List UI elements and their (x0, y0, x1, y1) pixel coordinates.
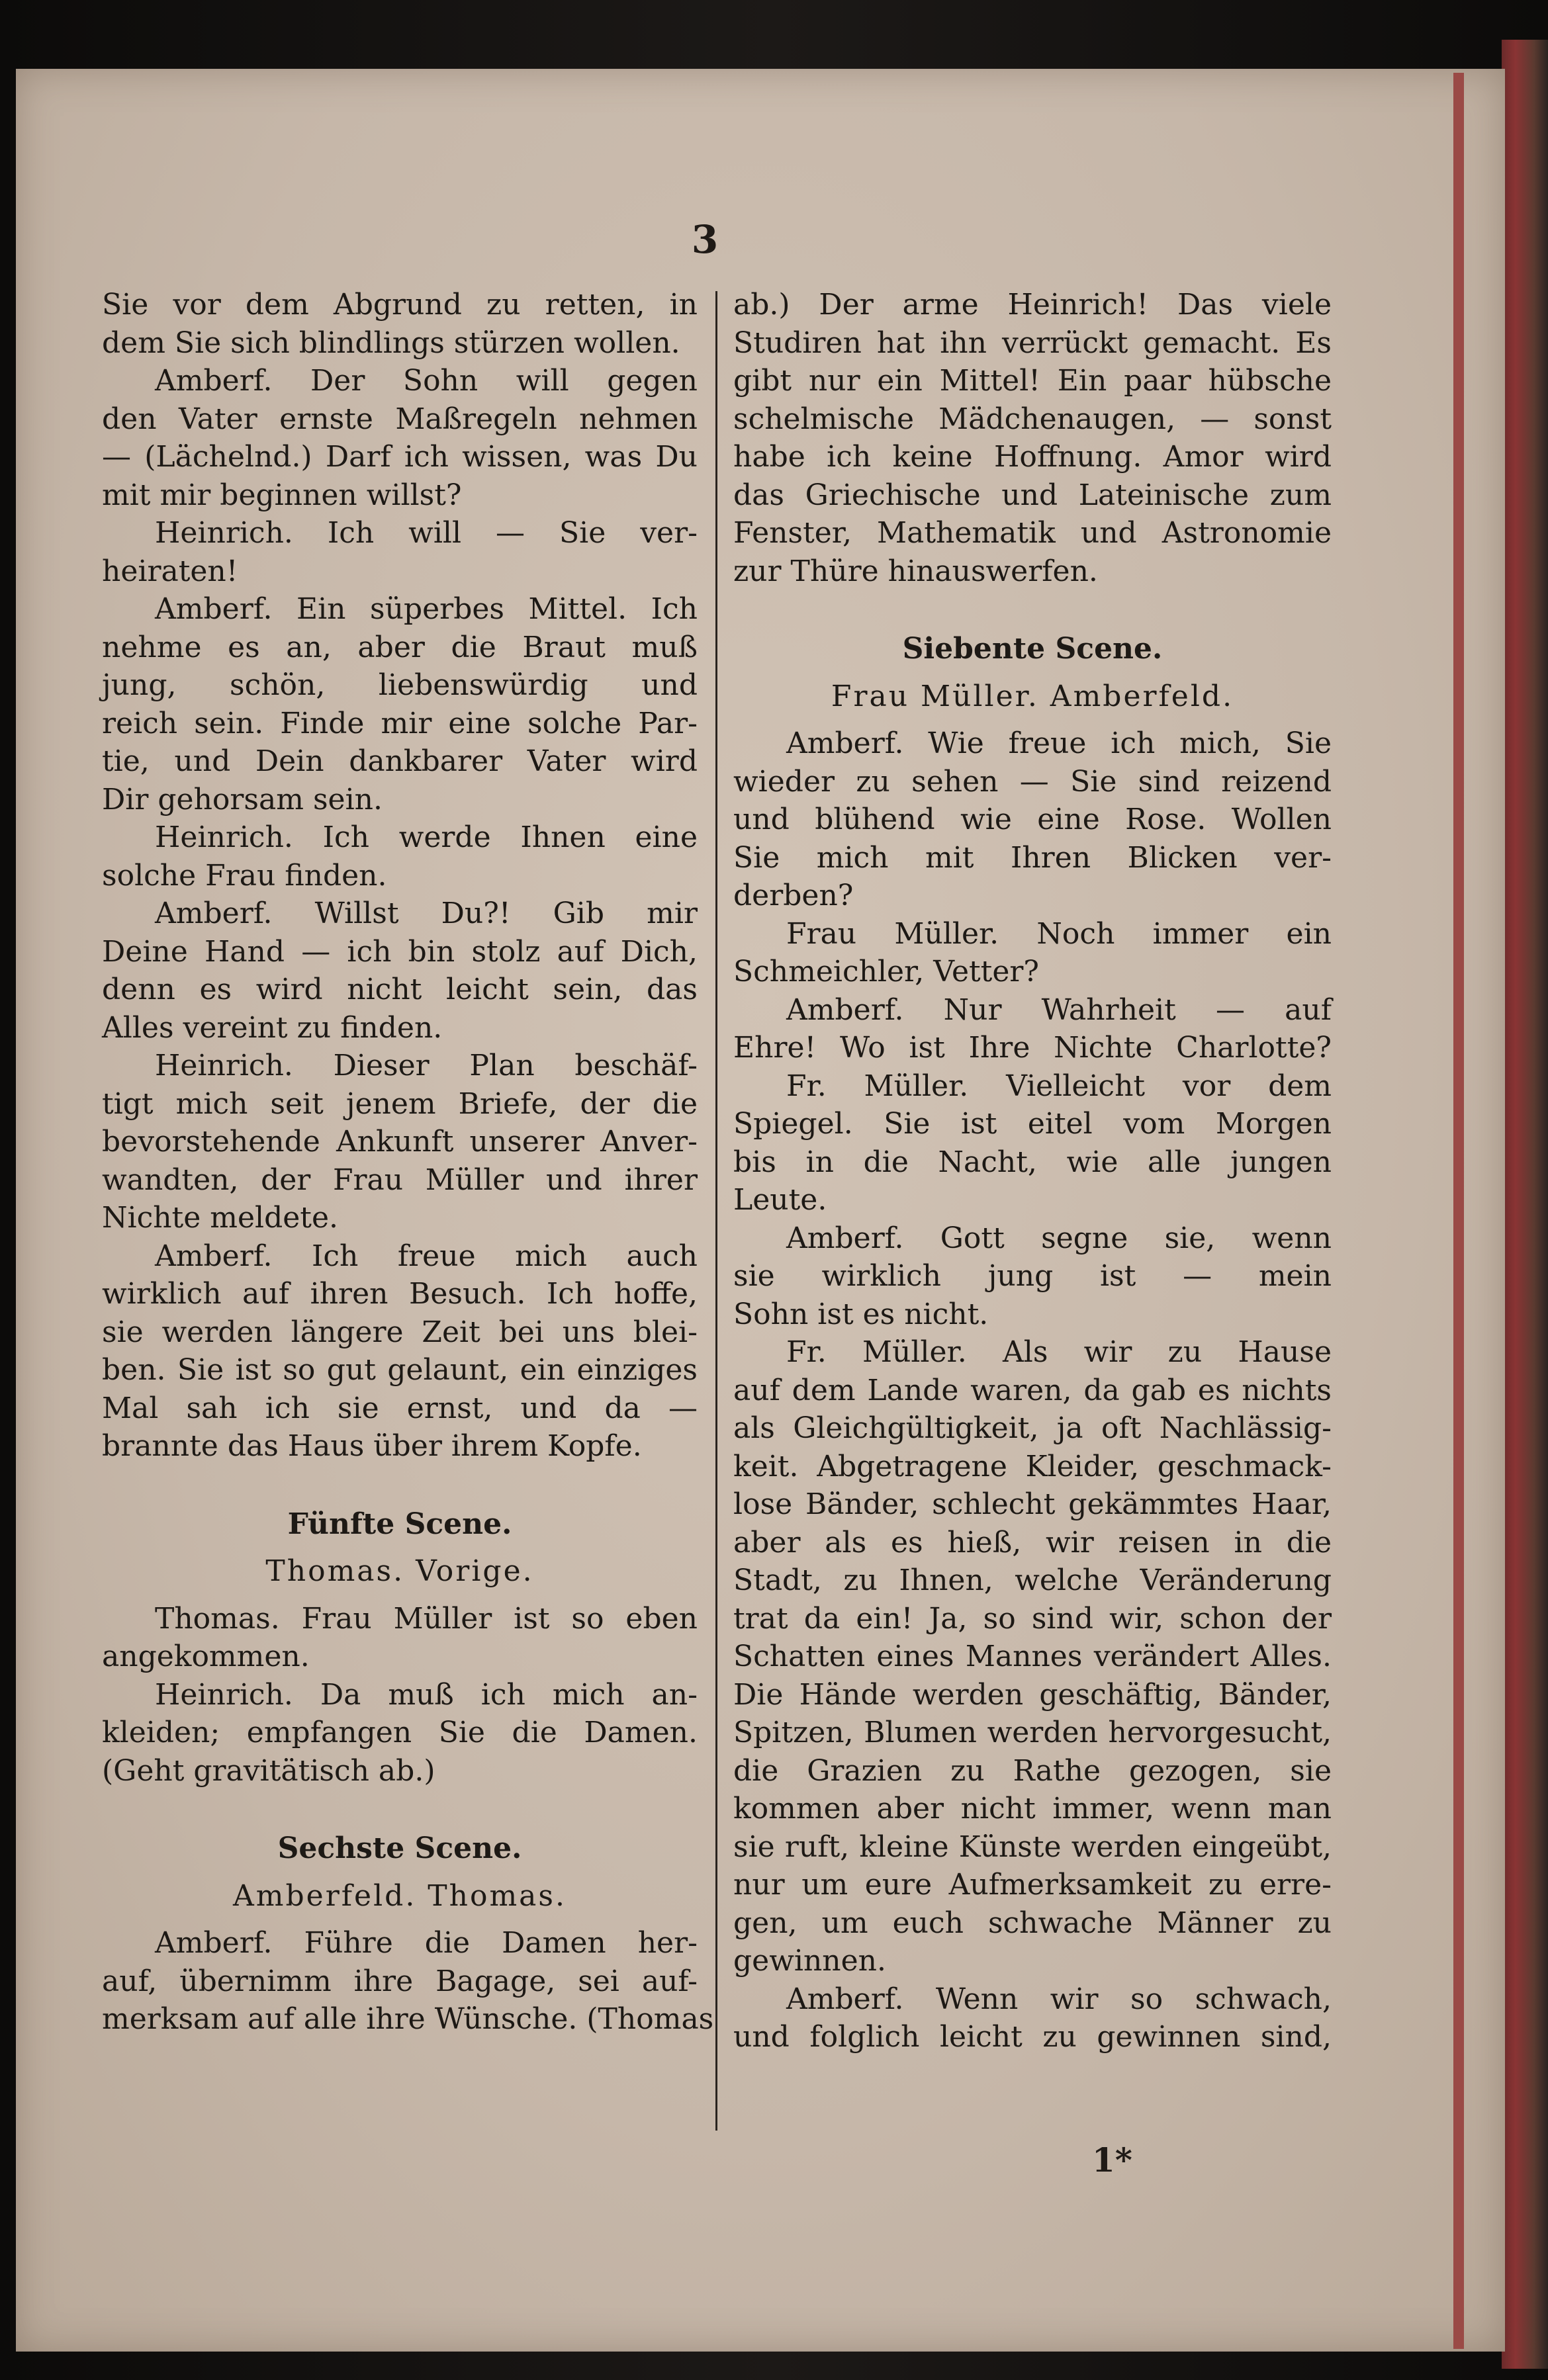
text-line: gen, um euch schwache Männer zu (733, 1906, 1332, 1940)
scene-heading: Fünfte Scene. (287, 1507, 512, 1541)
text-line: die Grazien zu Rathe gezogen, sie (733, 1753, 1332, 1788)
text-line: Leute. (733, 1183, 827, 1217)
text-line: brannte das Haus über ihrem Kopfe. (102, 1429, 642, 1463)
scene-persons: Amberfeld. Thomas. (233, 1878, 567, 1913)
scene-heading: Sechste Scene. (277, 1831, 522, 1865)
text-line: wandten, der Frau Müller und ihrer (102, 1163, 698, 1197)
text-line: Heinrich. Dieser Plan beschäf- (155, 1049, 698, 1082)
text-line: Stadt, zu Ihnen, welche Veränderung (733, 1564, 1332, 1597)
text-line: den Vater ernste Maßregeln nehmen (102, 402, 698, 436)
text-line: Sie vor dem Abgrund zu retten, in (102, 288, 698, 322)
text-line: Sohn ist es nicht. (733, 1297, 989, 1331)
left-lines-block (102, 286, 698, 1466)
text-line: aber als es hieß, wir reisen in die (733, 1525, 1332, 1560)
text-line: Fr. Müller. Vielleicht vor dem (786, 1069, 1332, 1103)
text-line: trat da ein! Ja, so sind wir, schon der (733, 1601, 1332, 1636)
text-line: (Geht gravitätisch ab.) (102, 1753, 435, 1788)
text-line: habe ich keine Hoffnung. Amor wird (733, 440, 1332, 474)
text-line: zur Thüre hinauswerfen. (733, 554, 1098, 588)
text-line: keit. Abgetragene Kleider, geschmack- (733, 1449, 1332, 1483)
text-line: mit mir beginnen willst? (102, 478, 462, 512)
text-line: sie ruft, kleine Künste werden eingeübt, (733, 1829, 1332, 1864)
text-line: dem Sie sich blindlings stürzen wollen. (102, 326, 680, 360)
text-line: — (Lächelnd.) Darf ich wissen, was Du (102, 440, 698, 474)
text-line: schelmische Mädchenaugen, — sonst (733, 402, 1332, 436)
text-line: derben? (733, 879, 854, 912)
text-line: Amberf. Gott segne sie, wenn (786, 1221, 1332, 1255)
text-line: Heinrich. Da muß ich mich an- (155, 1677, 698, 1712)
text-line: nehme es an, aber die Braut muß (102, 630, 698, 664)
text-line: tie, und Dein dankbarer Vater wird (102, 744, 698, 778)
text-line: auf, übernimm ihre Bagage, sei auf- (102, 1964, 698, 1998)
scene-persons: Thomas. Vorige. (265, 1554, 534, 1588)
text-line: auf dem Lande waren, da gab es nichts (733, 1373, 1332, 1407)
text-line: Schatten eines Mannes verändert Alles. (733, 1640, 1332, 1673)
scene-persons: Frau Müller. Amberfeld. (831, 679, 1234, 713)
text-line: wirklich auf ihren Besuch. Ich hoffe, (102, 1277, 698, 1311)
text-line: tigt mich seit jenem Briefe, der die (102, 1086, 698, 1121)
text-line: ben. Sie ist so gut gelaunt, ein einziges (102, 1353, 698, 1387)
text-line: nur um eure Aufmerksamkeit zu erre- (733, 1868, 1332, 1902)
text-line: reich sein. Finde mir eine solche Par- (102, 706, 698, 740)
text-line: denn es wird nicht leicht sein, das (102, 973, 698, 1006)
text-line: Alles vereint zu finden. (102, 1010, 443, 1045)
book-board-edge (1502, 40, 1548, 2369)
text-line: und folglich leicht zu gewinnen sind, (733, 2020, 1332, 2054)
text-line: jung, schön, liebenswürdig und (102, 668, 698, 702)
text-line: Schmeichler, Vetter? (733, 955, 1040, 989)
text-line: heiraten! (102, 554, 238, 588)
text-line: Spitzen, Blumen werden hervorgesucht, (733, 1716, 1332, 1749)
text-line: angekommen. (102, 1640, 310, 1673)
text-line: Spiegel. Sie ist eitel vom Morgen (733, 1107, 1332, 1141)
signature-mark: 1* (1092, 2140, 1132, 2180)
right-lines-block (733, 286, 1332, 590)
text-line: Fr. Müller. Als wir zu Hause (786, 1335, 1332, 1369)
text-line: sie wirklich jung ist — mein (733, 1259, 1332, 1293)
text-line: bevorstehende Ankunft unserer Anver- (102, 1125, 698, 1159)
left-lines-block (102, 1600, 698, 1790)
page-number: 3 (691, 217, 719, 262)
text-line: Amberf. Ein süperbes Mittel. Ich (155, 592, 698, 626)
page-edge (1453, 73, 1464, 2349)
left-lines-block (102, 1924, 714, 2039)
text-line: das Griechische und Lateinische zum (733, 478, 1332, 512)
text-line: solche Frau finden. (102, 858, 387, 893)
left-text-column (102, 286, 714, 2039)
text-line: Mal sah ich sie ernst, und da — (102, 1391, 698, 1425)
text-line: als Gleichgültigkeit, ja oft Nachlässig- (733, 1411, 1332, 1445)
text-line: Amberf. Nur Wahrheit — auf (786, 992, 1332, 1027)
right-lines-block (733, 725, 1332, 2056)
column-divider (715, 291, 717, 2131)
text-line: Frau Müller. Noch immer ein (786, 916, 1332, 951)
text-line: Amberf. Wie freue ich mich, Sie (786, 727, 1332, 760)
text-line: kommen aber nicht immer, wenn man (733, 1792, 1332, 1826)
text-line: Amberf. Der Sohn will gegen (155, 364, 698, 398)
text-line: Die Hände werden geschäftig, Bänder, (733, 1677, 1332, 1712)
text-line: merksam auf alle ihre Wünsche. (Thomas (102, 2002, 714, 2036)
text-line: Dir gehorsam sein. (102, 782, 383, 816)
text-line: Deine Hand — ich bin stolz auf Dich, (102, 934, 698, 969)
text-line: Ehre! Wo ist Ihre Nichte Charlotte? (733, 1031, 1332, 1065)
text-line: Amberf. Ich freue mich auch (155, 1239, 698, 1273)
text-line: Heinrich. Ich werde Ihnen eine (155, 820, 698, 854)
text-line: ab.) Der arme Heinrich! Das viele (733, 288, 1332, 322)
right-text-column (733, 286, 1332, 2056)
text-line: gewinnen. (733, 1944, 886, 1978)
text-line: Amberf. Wenn wir so schwach, (786, 1982, 1332, 2016)
text-line: bis in die Nacht, wie alle jungen (733, 1145, 1332, 1179)
text-line: Amberf. Willst Du?! Gib mir (155, 897, 698, 930)
text-line: Heinrich. Ich will — Sie ver- (155, 516, 698, 550)
text-line: Thomas. Frau Müller ist so eben (155, 1601, 698, 1636)
scene-heading: Siebente Scene. (902, 632, 1163, 666)
text-line: gibt nur ein Mittel! Ein paar hübsche (733, 364, 1332, 398)
text-line: sie werden längere Zeit bei uns blei- (102, 1315, 698, 1349)
text-line: Fenster, Mathematik und Astronomie (733, 516, 1332, 550)
text-line: Studiren hat ihn verrückt gemacht. Es (733, 326, 1332, 360)
text-line: Sie mich mit Ihren Blicken ver- (733, 840, 1332, 875)
text-line: Nichte meldete. (102, 1201, 339, 1235)
text-line: Amberf. Führe die Damen her- (155, 1926, 698, 1960)
text-line: lose Bänder, schlecht gekämmtes Haar, (733, 1487, 1332, 1521)
text-line: wieder zu sehen — Sie sind reizend (733, 764, 1332, 799)
text-line: kleiden; empfangen Sie die Damen. (102, 1716, 698, 1749)
text-line: und blühend wie eine Rose. Wollen (733, 803, 1332, 836)
